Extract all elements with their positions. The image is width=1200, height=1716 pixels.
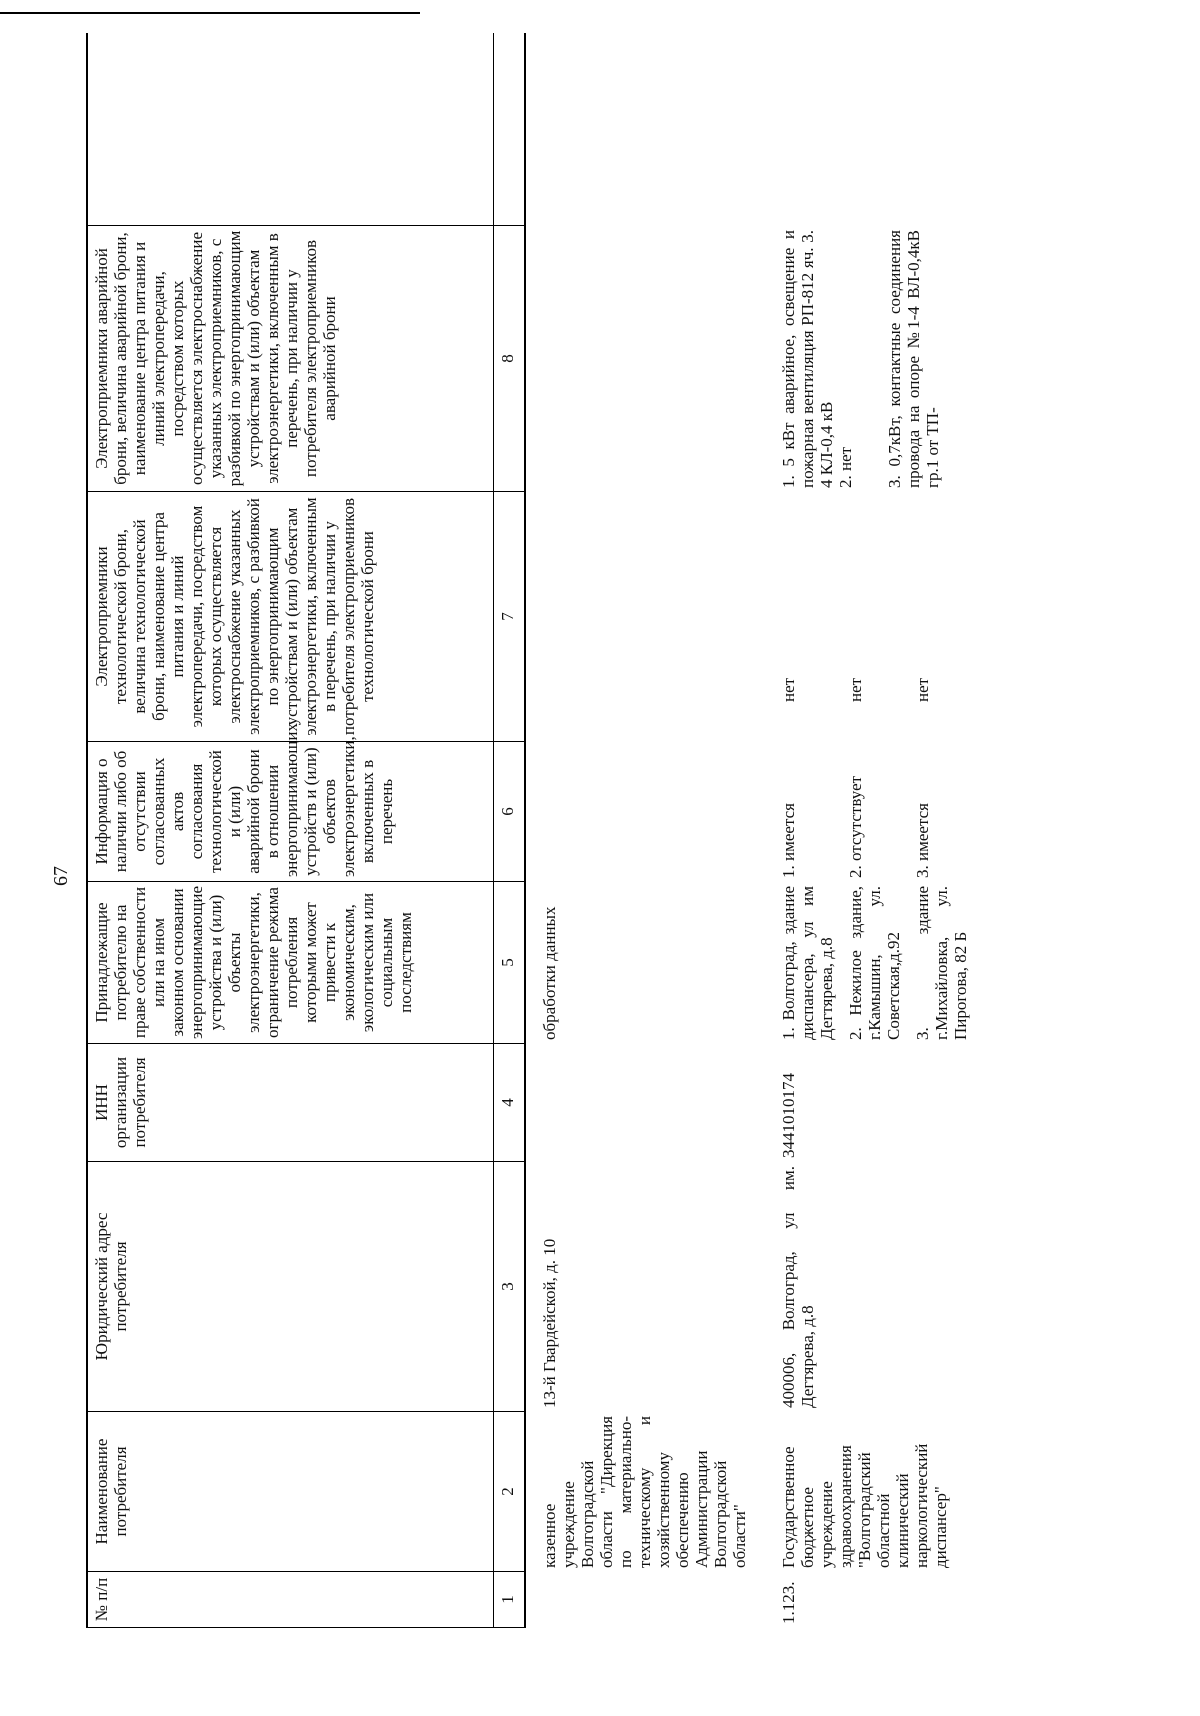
emergency-reserve <box>779 226 970 492</box>
header-inn: ИНН организации потребителя <box>88 1043 493 1161</box>
emergency-item: 1. 5 кВт аварийное, освещение и пожарная вентиляция РП-812 яч. 3. 4 КЛ-0,4 кВ <box>779 230 836 488</box>
tech-item: нет <box>779 677 798 702</box>
object-item: 3. здание г.Михайловка, ул. Пирогова, 82 Б <box>913 886 970 1040</box>
column-number: 7 <box>494 491 524 741</box>
header-name: Наименование потребителя <box>88 1411 493 1571</box>
acts-info <box>779 742 970 882</box>
column-number: 3 <box>494 1161 524 1411</box>
act-item: 2. отсутствует <box>846 775 865 878</box>
page-number: 67 <box>50 866 72 886</box>
column-number: 2 <box>494 1411 524 1571</box>
column-number-row <box>493 33 526 1628</box>
header-tech-reserve: Электроприемники технологической брони, величина технологической брони, наименование центра питания и линий электропередачи, посредством которых осуществляется электроснабжение указанных электроприемников, с разбивкой по энергопринимающим устройствам и (или) объектам электроэнергетики, включенным в перечень, при наличии у потребителя электроприемников технологической брони <box>88 491 493 741</box>
consumer-name: Государственное бюджетное учреждение здравоохранения "Волгоградский областной клинический наркологический диспансер" <box>779 1443 950 1568</box>
consumer-objects: обработки данных <box>540 906 559 1040</box>
column-number: 4 <box>494 1043 524 1161</box>
table-header-row <box>86 33 493 1628</box>
column-number: 5 <box>494 881 524 1043</box>
tech-item: нет <box>913 677 932 702</box>
act-item: 3. имеется <box>913 803 932 878</box>
column-number: 1 <box>494 1571 524 1627</box>
table-row <box>779 33 970 1628</box>
tech-reserve <box>779 492 970 742</box>
table-row <box>540 33 749 1628</box>
header-num: № п/п <box>88 1571 493 1627</box>
consumer-inn: 3441010174 <box>779 1073 798 1158</box>
act-item: 1. имеется <box>779 803 798 878</box>
header-address: Юридический адрес потребителя <box>88 1161 493 1411</box>
tech-item: нет <box>846 677 865 702</box>
consumer-table <box>86 33 970 1628</box>
object-item: 2. Нежилое здание, г.Камышин, ул. Советская,д.92 <box>846 886 903 1040</box>
object-item: 1. Волгоград, здание диспансера, ул им Дегтярева, д.8 <box>779 886 836 1040</box>
consumer-objects <box>779 882 970 1044</box>
column-number: 8 <box>494 225 524 491</box>
row-number: 1.123. <box>779 1581 798 1624</box>
emergency-item: 2. нет <box>836 446 855 488</box>
consumer-address: 13-й Гвардейской, д. 10 <box>540 1238 559 1408</box>
consumer-address: 400006, Волгоград, ул им. Дегтярева, д.8 <box>779 1166 817 1408</box>
header-objects: Принадлежащие потребителю на праве собственности или на ином законном основании энергопринимающие устройства и (или) объекты электроэнергетики, ограничение режима потребления которыми может привести к экономическим, экологическим или социальным последствиям <box>88 881 493 1043</box>
emergency-item: 3. 0,7кВт, контактные соединения провода на опоре №1-4 ВЛ-0,4кВ гр.1 от ТП- <box>885 230 942 488</box>
column-number: 6 <box>494 741 524 881</box>
consumer-name: казенное учреждение Волгоградской области "Дирекция по материально-техническому и хозяйственному обеспечению Администрации Волгоградской области" <box>540 1416 749 1568</box>
header-emergency-reserve: Электроприемники аварийной брони, величина аварийной брони, наименование центра питания и линий электропередачи, посредством которых осуществляется электроснабжение указанных электроприемников, с разбивкой по энергопринимающим устройствам и (или) объектам электроэнергетики, включенным в перечень, при наличии у потребителя электроприемников аварийной брони <box>88 225 493 491</box>
header-acts: Информация о наличии либо об отсутствии согласованных актов согласования технологической и (или) аварийной брони в отношении энергопринимающих устройств и (или) объектов электроэнергетики, включенных в перечень <box>88 741 493 881</box>
